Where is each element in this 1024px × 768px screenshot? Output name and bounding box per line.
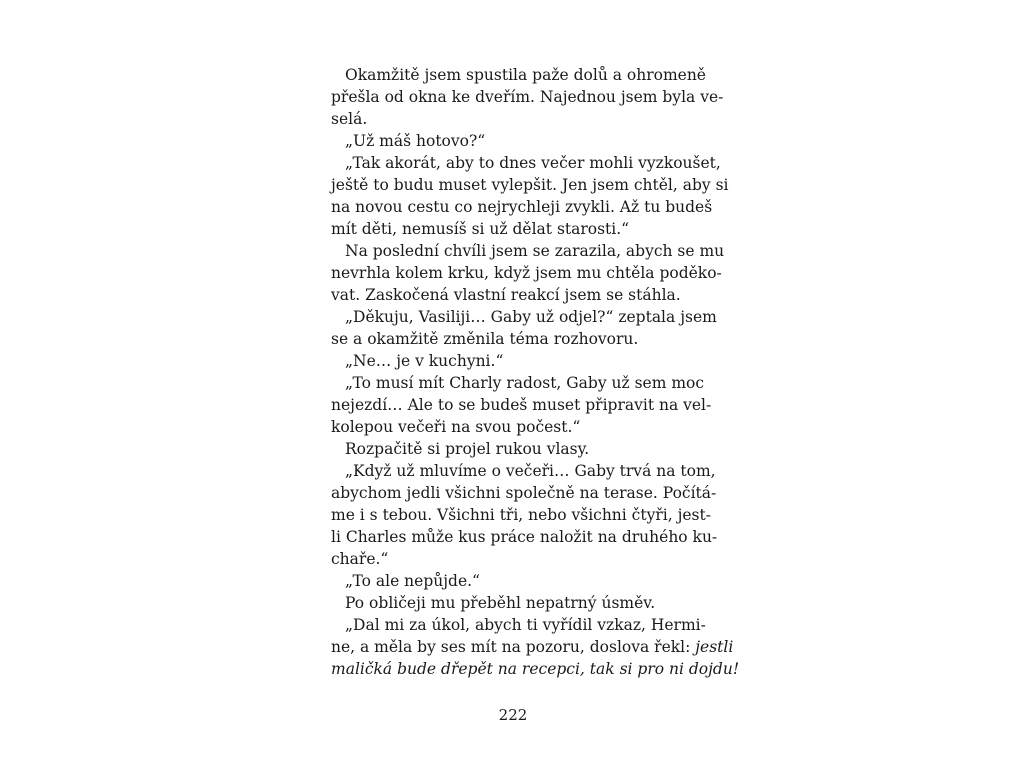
- text-line: Okamžitě jsem spustila paže dolů a ohromeně: [345, 66, 706, 84]
- text-line: ještě to budu muset vylepšit. Jen jsem chtěl, aby si: [331, 176, 729, 194]
- text-line-28-italic: maličká bude dřepět na recepci, tak si pro ni dojdu!: [331, 660, 740, 678]
- text-line: kolepou večeři na svou počest.“: [331, 418, 581, 436]
- text-line: „Ne… je v kuchyni.“: [345, 352, 504, 370]
- text-line: „To ale nepůjde.“: [345, 572, 480, 590]
- text-line: abychom jedli všichni společně na terase. Počítá-: [331, 484, 717, 502]
- text-line: se a okamžitě změnila téma rozhovoru.: [331, 330, 639, 348]
- text-line: Po obličeji mu přeběhl nepatrný úsměv.: [345, 594, 656, 612]
- text-line: „Když už mluvíme o večeři… Gaby trvá na tom,: [345, 462, 716, 480]
- text-line: „Tak akorát, aby to dnes večer mohli vyzkoušet,: [345, 154, 721, 172]
- text-line: Na poslední chvíli jsem se zarazila, abych se mu: [345, 242, 725, 260]
- text-line: na novou cestu co nejrychleji zvykli. Až tu budeš: [331, 198, 713, 216]
- page-number: 222: [498, 706, 528, 724]
- text-line-28: [331, 656, 740, 682]
- text-line: „Děkuju, Vasiliji… Gaby už odjel?“ zeptala jsem: [345, 308, 717, 326]
- text-line: „To musí mít Charly radost, Gaby už sem moc: [345, 374, 705, 392]
- text-line-27-italic: jestli: [695, 638, 734, 656]
- text-line: selá.: [331, 110, 368, 128]
- text-line: li Charles může kus práce naložit na druhého ku-: [331, 528, 718, 546]
- text-line: nejezdí… Ale to se budeš muset připravit na vel-: [331, 396, 712, 414]
- text-line: „Už máš hotovo?“: [345, 132, 486, 150]
- text-line: nevrhla kolem krku, když jsem mu chtěla poděko-: [331, 264, 722, 282]
- text-line: přešla od okna ke dveřím. Najednou jsem byla ve-: [331, 88, 724, 106]
- text-line: mít děti, nemusíš si už dělat starosti.“: [331, 220, 630, 238]
- text-line-27-plain: ne, a měla by ses mít na pozoru, doslova řekl:: [331, 638, 696, 656]
- text-line: „Dal mi za úkol, abych ti vyřídil vzkaz, Hermi-: [345, 616, 706, 634]
- text-line: chaře.“: [331, 550, 389, 568]
- text-line: me i s tebou. Všichni tři, nebo všichni čtyři, jest-: [331, 506, 711, 524]
- text-line: Rozpačitě si projel rukou vlasy.: [345, 440, 590, 458]
- book-page: [331, 62, 740, 732]
- text-line: vat. Zaskočená vlastní reakcí jsem se stáhla.: [331, 286, 681, 304]
